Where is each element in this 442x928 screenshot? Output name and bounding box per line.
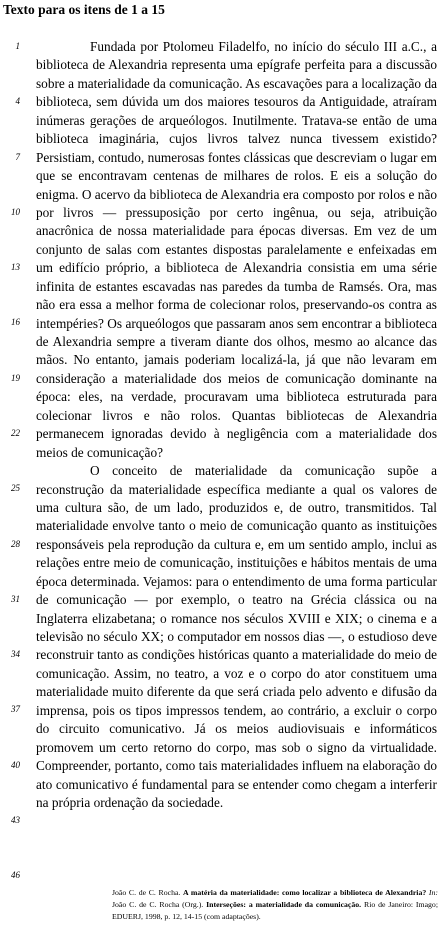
- line-number: 46: [11, 870, 20, 881]
- citation-editor: João C. de C. Rocha (Org.).: [112, 900, 204, 909]
- line-number: 16: [11, 317, 20, 328]
- line-number: 7: [15, 151, 20, 162]
- line-number: 31: [11, 593, 20, 604]
- citation-in: In:: [428, 888, 439, 897]
- line-number: 10: [11, 206, 20, 217]
- line-number: 1: [15, 41, 20, 51]
- line-number: 19: [11, 372, 20, 383]
- text-body: [36, 38, 437, 812]
- citation-title: A matéria da materialidade: como localizar a biblioteca de Alexandria?: [183, 888, 427, 897]
- paragraph-2: O conceito de materialidade da comunicação supõe a reconstrução da materialidade específica mediante a qual os valores de uma cultura são, de um lado, produzidos e, de outro, transmitidos. Tal materialidade envolve tanto o meio de comunicação quanto as instituições responsáveis pela reprodução da cultura e, em um sentido amplo, inclui as relações entre meio de comunicação, instituições e hábitos mentais de uma época determinada. Vejamos: para o entendimento de uma forma particular de comunicação — por exemplo, o teatro na Grécia clássica ou na Inglaterra elizabetana; o romance nos séculos XVIII e XIX; o cinema e a televisão no século XX; o computador em nossos dias —, o estudioso deve reconstruir tanto as condições históricas quanto a materialidade do meio de comunicação. Assim, no teatro, a voz e o corpo do ator constituem uma materialidade muito diferente da que será criada pelo advento e difusão da imprensa, pois os tipos impressos tendem, ao contrário, a excluir o corpo do circuito comunicativo. Já os meios audiovisuais e informáticos promovem um certo retorno do corpo, mas sob o signo da virtualidade. Compreender, portanto, como tais materialidades influem na elaboração do ato comunicativo é fundamental para se entender como chegam a interferir na própria ordenação da sociedade.: [36, 463, 437, 810]
- line-number: 25: [11, 483, 20, 494]
- line-number: 34: [11, 649, 20, 660]
- line-number: 43: [11, 815, 20, 826]
- line-number: 13: [11, 262, 20, 273]
- citation-book: Interseções: a materialidade da comunicação.: [206, 900, 362, 909]
- paragraph-1: Fundada por Ptolomeu Filadelfo, no início do século III a.C., a biblioteca de Alexandria representa uma epígrafe perfeita para a discussão sobre a materialidade da comunicação. As escavações para a localização da biblioteca, sem dúvida um dos maiores tesouros da Antiguidade, atraíram inúmeras gerações de arqueólogos. Inutilmente. Tratava-se então de uma biblioteca imaginária, cujos livros talvez nunca tivessem existido? Persistiam, contudo, numerosas fontes clássicas que descreviam o lugar em que se encontravam centenas de milhares de rolos. E eis a solução do enigma. O acervo da biblioteca de Alexandria era composto por rolos e não por livros — pressuposição por certo ingênua, ou seja, atribuição anacrônica de nossa materialidade para épocas diversas. Em vez de um conjunto de salas com estantes dispostas paralelamente e enfeixadas em um edifício próprio, a biblioteca de Alexandria consistia em uma série infinita de estantes escavadas nas paredes da tumba de Ramsés. Ora, mas não era essa a melhor forma de colecionar rolos, preservando-os contra as intempéries? Os arqueólogos que passaram anos sem encontrar a biblioteca de Alexandria sempre a tiveram diante dos olhos, mesmo ao alcance das mãos. No entanto, jamais poderiam localizá-la, já que não levaram em consideração a materialidade dos meios de comunicação dominante na época: eles, na verdade, procuravam uma biblioteca estruturada para colecionar livros e não rolos. Quantas bibliotecas de Alexandria permanecem ignoradas devido à negligência com a materialidade dos meios de comunicação?: [36, 39, 437, 460]
- citation-author: João C. de C. Rocha.: [112, 888, 181, 897]
- line-number: 28: [11, 538, 20, 549]
- line-number: 22: [11, 428, 20, 439]
- source-citation: [112, 887, 438, 923]
- citation-publisher: Rio de Janeiro: Imago; EDUERJ, 1998, p. 12, 14-15 (com adaptações).: [112, 900, 438, 921]
- line-number: 40: [11, 759, 20, 770]
- line-number: 4: [15, 96, 20, 107]
- section-heading: Texto para os itens de 1 a 15: [3, 2, 165, 17]
- line-number: 37: [11, 704, 20, 715]
